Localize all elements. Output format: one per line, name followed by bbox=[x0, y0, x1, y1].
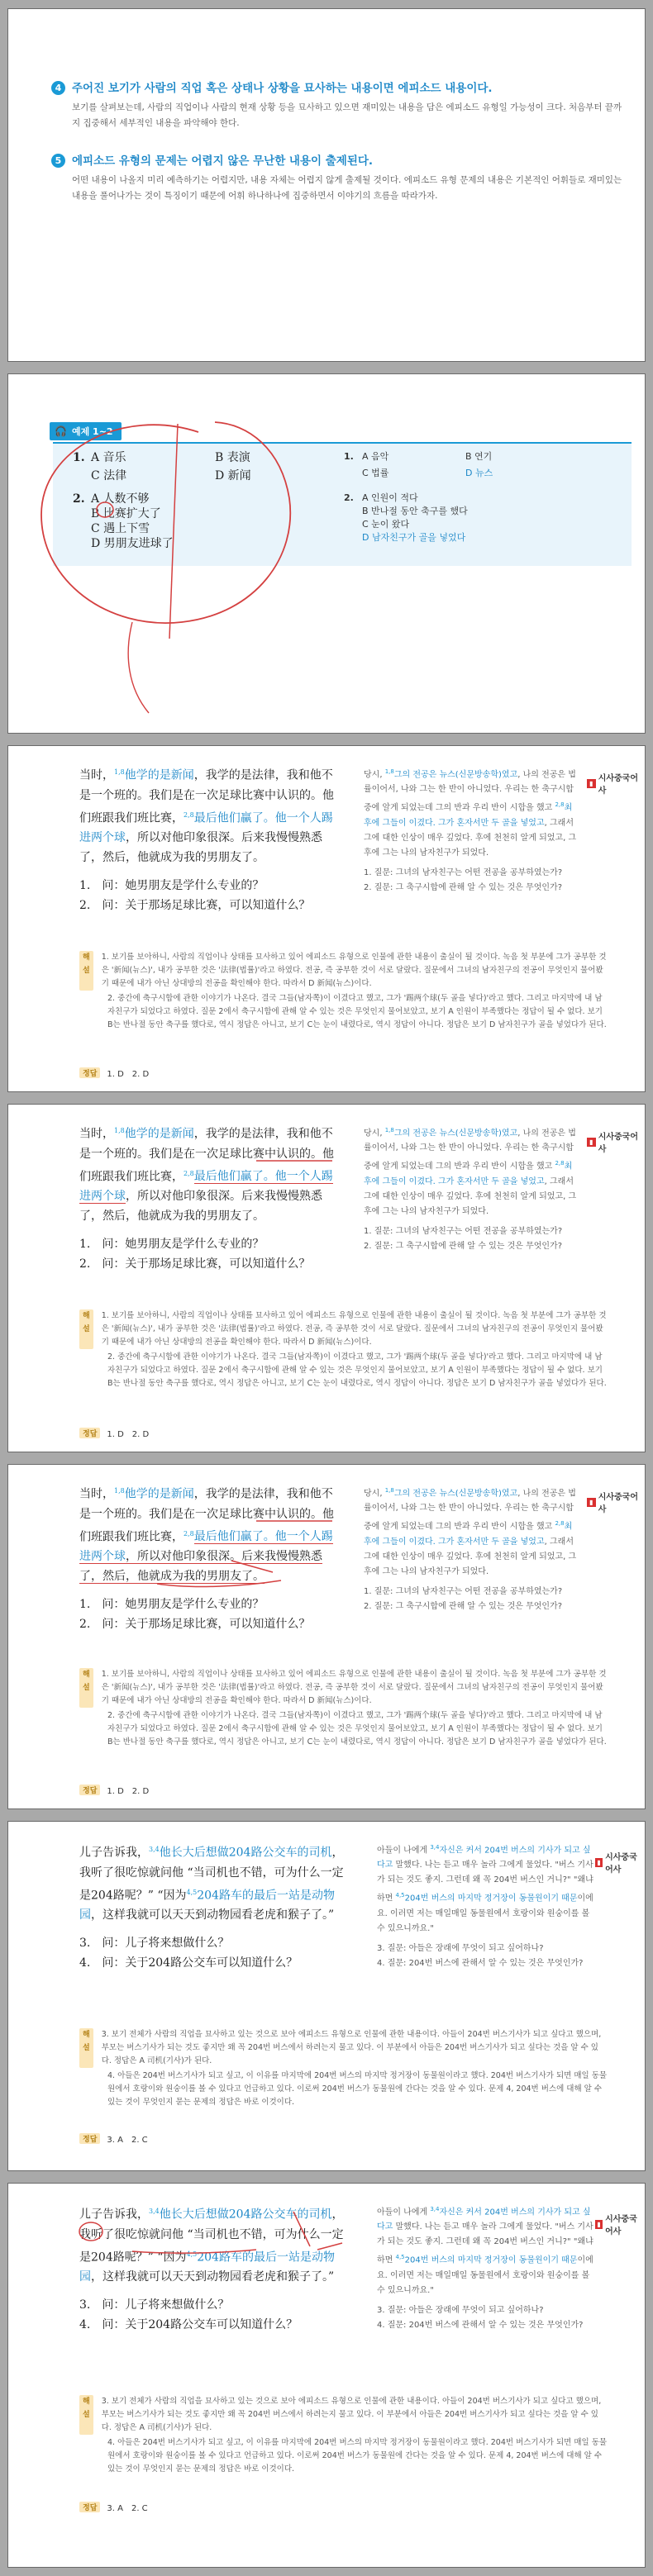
tip-number: 4 bbox=[51, 81, 65, 95]
option-a[interactable]: A 音乐 bbox=[91, 451, 126, 464]
trans-highlight: 자신은 커서 204번 버스의 기사가 되고 싶다고 bbox=[377, 2208, 591, 2232]
passage-highlight: 他学的是新闻 bbox=[124, 1127, 194, 1141]
trans-question-2: 2. 질문: 그 축구시합에 관해 알 수 있는 것은 무엇인가? bbox=[364, 1241, 563, 1251]
question-number: 1. bbox=[344, 451, 354, 462]
translation-text bbox=[364, 1123, 579, 1254]
question-number: 2. bbox=[73, 492, 85, 506]
passage-text bbox=[79, 1121, 339, 1274]
question-3: 3. 问：儿子将来想做什么？ bbox=[79, 2298, 230, 2312]
trans-question-1: 1. 질문: 그녀의 남자친구는 어떤 전공을 공부하였는가? bbox=[364, 867, 563, 877]
option-c[interactable]: C 法律 bbox=[91, 469, 127, 482]
passage-text bbox=[79, 1481, 339, 1634]
passage-segment: ，这样我就可以天天到动物园看老虎和猴子了。” bbox=[91, 2270, 335, 2284]
passage-segment: 当时， bbox=[79, 1487, 114, 1501]
answer-row bbox=[79, 1427, 149, 1439]
passage-text bbox=[79, 1840, 352, 1973]
option-d-correct: D 뉴스 bbox=[465, 468, 493, 478]
passage-segment: ，我学的是法律，我和他不是一个班的。我们是在一次足球比赛中认识的。他们班跟我们班比赛， bbox=[79, 1127, 334, 1184]
trans-highlight: 204번 버스의 마지막 정거장이 동물원이기 때문 bbox=[404, 1894, 578, 1903]
explanation-tag: 해설 bbox=[79, 2395, 93, 2435]
ref-mark: 2,8 bbox=[184, 1529, 194, 1538]
ref-mark: 1,8 bbox=[384, 768, 394, 775]
ref-mark: 3,4 bbox=[149, 2208, 160, 2215]
option-b[interactable]: B 比赛扩大了 bbox=[91, 507, 161, 520]
explanation-3: 3. 보기 전체가 사람의 직업을 묘사하고 있는 것으로 보아 에피소드 유형으로 인물에 관한 내용이다. 아들이 204번 버스기사가 되고 싶다고 했으며, 부모는 버스기사가 되는 것도 좋지만 왜 꼭 204번 버스에서 하려는지 물고 있다. 이 부분에서 아들은 204번 버스기사가 되고 싶다는 것을 알 수 있다. 정답은 A 司机(기사)가 된다. bbox=[101, 2030, 602, 2065]
trans-question-3: 3. 질문: 아들은 장래에 무엇이 되고 싶어하나? bbox=[377, 1943, 544, 1953]
passage-panel-2 bbox=[7, 1104, 646, 1452]
explanation-1: 1. 보기를 보아하니, 사람의 직업이나 상태를 묘사하고 있어 에피소드 유형으로 인물에 관한 내용이 출실이 될 것이다. 녹음 첫 부분에 그가 공부한 것은 '新闻(뉴스)', 내가 공부한 것은 '法律(법률)'라고 하였다. 전공, 즉 공부한 것이 서로 달랐다. 질문에서 그녀의 남자친구의 전공이 무엇인지 물어봤기 때문에 내가 아닌 상대방의 전공을 확인해야 한다. 따라서 D 新闻(뉴스)이다. bbox=[101, 953, 607, 988]
trans-highlight: 그의 전공은 뉴스(신문방송학)였고 bbox=[393, 1489, 518, 1499]
passage-segment: ，所以对他印象很深。后来我慢慢熟悉了，然后，他就成为我的男朋友了。 bbox=[79, 1190, 322, 1224]
option-a: A 음악 bbox=[362, 451, 389, 462]
publisher-logo-icon: ▮ bbox=[587, 1138, 596, 1147]
publisher-badge bbox=[587, 1129, 645, 1154]
ref-mark: 1,8 bbox=[384, 1487, 394, 1494]
passage-questions bbox=[79, 2295, 352, 2335]
explanation-2: 2. 중간에 축구시합에 관한 이야기가 나온다. 결국 그들(남자쪽)이 이겼다고 했고, 그가 '踢两个球(두 골을 넣다)'라고 했다. 그리고 마지막에 내 남자친구가 되었다고 하였다. 질문 2에서 축구시합에 관해 알 수 있는 것은 무엇인지 물어보았고, 보기 A 인원이 부족했다는 정답이 될 수 없다. 보기 B는 반나절 동안 축구를 했다로, 역시 정답은 아니고, 보기 C는 눈이 내렸다로, 역시 정답이 아니다. 정답은 보기 D 남자친구가 골을 넣었다가 된다. bbox=[107, 1711, 607, 1747]
explanation bbox=[79, 2028, 608, 2109]
explanation-tag: 해설 bbox=[79, 951, 93, 991]
trans-segment: , 그래서 그에 대한 인상이 매우 깊었다. 후에 천천히 알게 되었고, 그후에 그는 나의 남자친구가 되었다. bbox=[364, 1537, 577, 1576]
ref-mark: 2,8 bbox=[555, 801, 565, 809]
publisher-badge bbox=[587, 1490, 645, 1514]
trans-segment: 아들이 나에게 bbox=[377, 2208, 431, 2217]
answer-row bbox=[79, 2132, 148, 2145]
option-d[interactable]: D 男朋友进球了 bbox=[91, 537, 174, 550]
passage-panel-3 bbox=[7, 1464, 646, 1809]
trans-question-1: 1. 질문: 그녀의 남자친구는 어떤 전공을 공부하였는가? bbox=[364, 1586, 563, 1596]
example-label bbox=[50, 422, 122, 440]
passage-highlight: 204路车的最后一站是动物园 bbox=[79, 1889, 335, 1922]
publisher-logo-icon: ▮ bbox=[595, 2220, 603, 2229]
answer-row bbox=[79, 1067, 149, 1079]
answer-tag: 정답 bbox=[79, 2133, 100, 2144]
passage-segment: 儿子告诉我， bbox=[79, 2208, 149, 2222]
explanation-4: 4. 아들은 204번 버스기사가 되고 싶고, 이 이유를 마지막에 204번 버스의 마지막 정거장이 동물원이라고 했다. 204번 버스기사가 되면 매일 동물원에서 호랑이와 원숭이를 볼 수 있다고 언급하고 있다. 이로써 204번 버스가 동물원에 간다는 것을 알 수 있다. 문제 4, 204번 버스에 대해 알 수 있는 것이 무엇인지 묻는 문제의 정답은 바로 이것이다. bbox=[107, 2438, 608, 2474]
explanation-1: 1. 보기를 보아하니, 사람의 직업이나 상태를 묘사하고 있어 에피소드 유형으로 인물에 관한 내용이 출실이 될 것이다. 녹음 첫 부분에 그가 공부한 것은 '新闻(뉴스)', 내가 공부한 것은 '法律(법률)'라고 하였다. 전공, 즉 공부한 것이 서로 달랐다. 질문에서 그녀의 남자친구의 전공이 무엇인지 물어봤기 때문에 내가 아닌 상대방의 전공을 확인해야 한다. 따라서 D 新闻(뉴스)이다. bbox=[101, 1311, 607, 1347]
answer-text: 1. D 2. D bbox=[107, 1070, 150, 1079]
passage-segment: ，这样我就可以天天到动物园看老虎和猴子了。” bbox=[91, 1908, 335, 1922]
option-b: B 반나절 동안 축구를 했다 bbox=[362, 506, 468, 516]
question-1: 1. 问：她男朋友是学什么专业的？ bbox=[79, 1598, 265, 1612]
ref-mark: 4,5 bbox=[186, 2250, 198, 2258]
chinese-options bbox=[73, 450, 321, 556]
translation-text bbox=[377, 1840, 595, 1971]
ref-mark: 2,8 bbox=[184, 810, 194, 819]
publisher-logo-icon: ▮ bbox=[595, 1858, 603, 1867]
answer-tag: 정답 bbox=[79, 1785, 100, 1795]
question-2: 2. 问：关于那场足球比赛，可以知道什么？ bbox=[79, 899, 311, 913]
explanation bbox=[79, 1668, 608, 1749]
translation-2 bbox=[344, 492, 617, 544]
question-number: 2. bbox=[344, 492, 354, 503]
trans-segment: 아들이 나에게 bbox=[377, 1846, 431, 1856]
answer-row bbox=[79, 1784, 149, 1796]
trans-segment: 말했다. 나는 듣고 매우 놀라 그에게 물었다. "버스 기사가 되는 것도 좋지. 그런데 왜 꼭 204번 버스인 거니?" "왜냐하면 bbox=[377, 1861, 593, 1903]
question-4: 4. 问：关于204路公交车可以知道什么？ bbox=[79, 2318, 298, 2332]
publisher-name: 시사중국어사 bbox=[598, 1493, 638, 1514]
passage-text bbox=[79, 2202, 352, 2335]
publisher-logo-icon: ▮ bbox=[587, 1498, 596, 1507]
trans-segment: , 그래서 그에 대한 인상이 매우 깊었다. 후에 천천히 알게 되었고, 그후에 그는 나의 남자친구가 되었다. bbox=[364, 818, 577, 858]
publisher-name: 시사중국어사 bbox=[605, 2215, 637, 2236]
trans-segment: , 나의 전공은 법률이어서, 나와 그는 한 반이 아니었다. 우리는 한 축구시합 중에 알게 되었는데 그의 반과 우리 반이 시합을 했고 bbox=[364, 1129, 576, 1172]
tip-title: 에피소드 유형의 문제는 어렵지 않은 무난한 내용이 출제된다. bbox=[72, 154, 374, 168]
tip-item bbox=[51, 80, 630, 131]
tip-body: 보기를 살펴보는데, 사람의 직업이나 사람의 현재 상황 등을 묘사하고 있으면 재미있는 내용을 담은 에피소드 유형일 가능성이 크다. 처음부터 끝까지 집중해서 세부적인 내용을 파악해야 한다. bbox=[72, 102, 622, 128]
tips-list bbox=[51, 80, 630, 226]
explanation bbox=[79, 951, 608, 1032]
trans-highlight: 최후에 그들이 이겼다. 그가 혼자서만 두 골을 넣었고 bbox=[364, 1522, 573, 1547]
publisher-logo-icon: ▮ bbox=[587, 779, 596, 788]
passage-segment: ，所以对他印象很深。后来我慢慢熟悉了，然后，他就成为我的男朋友了。 bbox=[79, 831, 322, 865]
tip-title: 주어진 보기가 사람의 직업 혹은 상태나 상황을 묘사하는 내용이면 에피소드 내용이다. bbox=[72, 82, 493, 95]
explanation-3: 3. 보기 전체가 사람의 직업을 묘사하고 있는 것으로 보아 에피소드 유형으로 인물에 관한 내용이다. 아들이 204번 버스기사가 되고 싶다고 했으며, 부모는 버스기사가 되는 것도 좋지만 왜 꼭 204번 버스에서 하려는지 물고 있다. 이 부분에서 아들은 204번 버스기사가 되고 싶다는 것을 알 수 있다. 정답은 A 司机(기사)가 된다. bbox=[101, 2397, 602, 2432]
explanation bbox=[79, 2395, 608, 2476]
ref-mark: 1,8 bbox=[384, 1127, 394, 1134]
trans-question-3: 3. 질문: 아들은 장래에 무엇이 되고 싶어하나? bbox=[377, 2305, 544, 2315]
passage-questions bbox=[79, 1234, 339, 1274]
passage-questions bbox=[79, 1595, 339, 1634]
passage-highlight: 他长大后想做204路公交车的司机 bbox=[159, 1846, 332, 1860]
trans-question-4: 4. 질문: 204번 버스에 관해서 알 수 있는 것은 무엇인가? bbox=[377, 2320, 584, 2330]
answer-row bbox=[79, 2501, 148, 2513]
explanation-tag: 해설 bbox=[79, 2028, 93, 2068]
explanation-tag: 해설 bbox=[79, 1309, 93, 1349]
ref-mark: 1,8 bbox=[114, 1487, 125, 1495]
trans-question-4: 4. 질문: 204번 버스에 관해서 알 수 있는 것은 무엇인가? bbox=[377, 1958, 584, 1968]
tips-panel bbox=[7, 8, 646, 362]
translation-text bbox=[364, 1483, 579, 1614]
option-c[interactable]: C 遇上下雪 bbox=[91, 522, 150, 535]
ref-mark: 3,4 bbox=[430, 1844, 440, 1851]
passage-highlight: 他学的是新闻 bbox=[124, 768, 194, 782]
ref-mark: 1,8 bbox=[114, 1127, 125, 1134]
passage-segment: ，我学的是法律，我和他不是一个班的。我们是在一次足球比赛中认识的。他们班跟我们班比赛， bbox=[79, 1487, 334, 1544]
trans-segment: , 그래서 그에 대한 인상이 매우 깊었다. 후에 천천히 알게 되었고, 그후에 그는 나의 남자친구가 되었다. bbox=[364, 1176, 577, 1216]
question-number: 1. bbox=[73, 451, 85, 464]
trans-highlight: 204번 버스의 마지막 정거장이 동물원이기 때문 bbox=[404, 2255, 578, 2265]
trans-segment: 당시, bbox=[364, 1129, 385, 1138]
question-1-options bbox=[73, 450, 321, 483]
passage-segment: 当时， bbox=[79, 768, 114, 782]
explanation bbox=[79, 1309, 608, 1390]
publisher-name: 시사중국어사 bbox=[605, 1853, 637, 1875]
trans-highlight: 그의 전공은 뉴스(신문방송학)였고 bbox=[393, 770, 518, 780]
passage-highlight: 204路车的最后一站是动物园 bbox=[79, 2250, 335, 2284]
trans-highlight: 최후에 그들이 이겼다. 그가 혼자서만 두 골을 넣었고 bbox=[364, 803, 573, 828]
answer-tag: 정답 bbox=[79, 1428, 100, 1438]
publisher-name: 시사중국어사 bbox=[598, 1133, 638, 1154]
trans-question-2: 2. 질문: 그 축구시합에 관해 알 수 있는 것은 무엇인가? bbox=[364, 1601, 563, 1611]
passage-highlight: 他长大后想做204路公交车的司机 bbox=[159, 2208, 332, 2222]
publisher-badge bbox=[595, 1850, 645, 1875]
example-rule bbox=[53, 442, 632, 444]
explanation-tag: 해설 bbox=[79, 1668, 93, 1708]
option-a[interactable]: A 人数不够 bbox=[91, 492, 150, 506]
question-2-options bbox=[73, 492, 321, 551]
explanation-4: 4. 아들은 204번 버스기사가 되고 싶고, 이 이유를 마지막에 204번 버스의 마지막 정거장이 동물원이라고 했다. 204번 버스기사가 되면 매일 동물원에서 호랑이와 원숭이를 볼 수 있다고 언급하고 있다. 이로써 204번 버스가 동물원에 간다는 것을 알 수 있다. 문제 4, 204번 버스에 대해 알 수 있는 것이 무엇인지 묻는 문제의 정답은 바로 이것이다. bbox=[107, 2071, 608, 2107]
passage-segment: ，我学的是法律，我和他不是一个班的。我们是在一次足球比赛中认识的。他们班跟我们班比赛， bbox=[79, 768, 334, 825]
question-2: 2. 问：关于那场足球比赛，可以知道什么？ bbox=[79, 1257, 311, 1271]
trans-segment: 말했다. 나는 듣고 매우 놀라 그에게 물었다. "버스 기사가 되는 것도 좋지. 그런데 왜 꼭 204번 버스인 거니?" "왜냐하면 bbox=[377, 2222, 593, 2265]
headphones-icon: 🎧 bbox=[55, 425, 67, 437]
translation-1 bbox=[344, 450, 617, 480]
ref-mark: 2,8 bbox=[555, 1520, 565, 1528]
passage-segment: 当时， bbox=[79, 1127, 114, 1141]
korean-options bbox=[344, 450, 617, 549]
passage-highlight: 最后他们赢了。他一个人踢进两个球 bbox=[79, 811, 333, 845]
trans-question-2: 2. 질문: 그 축구시합에 관해 알 수 있는 것은 무엇인가? bbox=[364, 882, 563, 892]
passage-segment: ，我听了很吃惊就问他 “当司机也不错，可为什么一定是204路呢？” “因为 bbox=[79, 1846, 344, 1903]
passage-segment: ，我听了很吃惊就问他 “当司机也不错，可为什么一定是204路呢？” “因为 bbox=[79, 2208, 344, 2265]
trans-highlight: 최후에 그들이 이겼다. 그가 혼자서만 두 골을 넣었고 bbox=[364, 1162, 573, 1186]
ref-mark: 2,8 bbox=[184, 1169, 194, 1177]
tip-number: 5 bbox=[51, 154, 65, 168]
answer-tag: 정답 bbox=[79, 1067, 100, 1078]
trans-segment: 이에요. 이러면 저는 매일매일 동물원에서 호랑이와 원숭이를 볼 수 있으니까요." bbox=[377, 2255, 593, 2295]
answer-text: 3. A 2. C bbox=[107, 2136, 148, 2145]
passage-highlight: 他学的是新闻 bbox=[124, 1487, 194, 1501]
example-panel bbox=[7, 373, 646, 734]
translation-text bbox=[377, 2202, 595, 2333]
ref-mark: 1,8 bbox=[114, 768, 125, 776]
explanation-2: 2. 중간에 축구시합에 관한 이야기가 나온다. 결국 그들(남자쪽)이 이겼다고 했고, 그가 '踢两个球(두 골을 넣다)'라고 했다. 그리고 마지막에 내 남자친구가 되었다고 하였다. 질문 2에서 축구시합에 관해 알 수 있는 것은 무엇인지 물어보았고, 보기 A 인원이 부족했다는 정답이 될 수 없다. 보기 B는 반나절 동안 축구를 했다로, 역시 정답은 아니고, 보기 C는 눈이 내렸다로, 역시 정답이 아니다. 정답은 보기 D 남자친구가 골을 넣었다가 된다. bbox=[107, 994, 607, 1029]
answer-text: 3. A 2. C bbox=[107, 2504, 148, 2513]
ref-mark: 3,4 bbox=[149, 1846, 160, 1853]
trans-highlight: 그의 전공은 뉴스(신문방송학)였고 bbox=[393, 1129, 518, 1138]
ref-mark: 2,8 bbox=[555, 1160, 565, 1167]
option-a: A 인원이 적다 bbox=[362, 492, 418, 503]
answer-text: 1. D 2. D bbox=[107, 1430, 150, 1439]
option-c: C 눈이 왔다 bbox=[362, 519, 410, 530]
ref-mark: 4,5 bbox=[395, 2254, 405, 2261]
passage-panel-5 bbox=[7, 2183, 646, 2568]
question-2: 2. 问：关于那场足球比赛，可以知道什么？ bbox=[79, 1618, 311, 1632]
publisher-badge bbox=[595, 2212, 645, 2236]
ref-mark: 3,4 bbox=[430, 2206, 440, 2212]
publisher-badge bbox=[587, 771, 645, 796]
trans-segment: 이에요. 이러면 저는 매일매일 동물원에서 호랑이와 원숭이를 볼 수 있으니까요." bbox=[377, 1894, 593, 1933]
option-b: B 연기 bbox=[465, 451, 493, 462]
answer-text: 1. D 2. D bbox=[107, 1787, 150, 1796]
option-b[interactable]: B 表演 bbox=[215, 451, 250, 464]
passage-segment: 儿子告诉我， bbox=[79, 1846, 149, 1860]
passage-panel-4 bbox=[7, 1821, 646, 2171]
ref-mark: 4,5 bbox=[395, 1892, 405, 1899]
passage-questions bbox=[79, 876, 339, 915]
passage-text bbox=[79, 763, 339, 915]
explanation-2: 2. 중간에 축구시합에 관한 이야기가 나온다. 결국 그들(남자쪽)이 이겼다고 했고, 그가 '踢两个球(두 골을 넣다)'라고 했다. 그리고 마지막에 내 남자친구가 되었다고 하였다. 질문 2에서 축구시합에 관해 알 수 있는 것은 무엇인지 물어보았고, 보기 A 인원이 부족했다는 정답이 될 수 없다. 보기 B는 반나절 동안 축구를 했다로, 역시 정답은 아니고, 보기 C는 눈이 내렸다로, 역시 정답이 아니다. 정답은 보기 D 남자친구가 골을 넣었다가 된다. bbox=[107, 1352, 607, 1388]
trans-segment: 당시, bbox=[364, 770, 385, 780]
trans-question-1: 1. 질문: 그녀의 남자친구는 어떤 전공을 공부하였는가? bbox=[364, 1226, 563, 1236]
tip-body: 어떤 내용이 나올지 미리 예측하기는 어렵지만, 내용 자체는 어렵지 않게 출제될 것이다. 에피소드 유형 문제의 내용은 기본적인 어휘들로 재미있는 내용을 풀어나가는 것이 특징이기 때문에 어휘 하나하나에 집중하면서 이야기의 흐름을 따라가자. bbox=[72, 175, 622, 201]
publisher-name: 시사중국어사 bbox=[598, 774, 638, 796]
tip-item bbox=[51, 153, 630, 204]
passage-segment: ，所以对他印象很深。后来我慢慢熟悉了，然后，他就成为我的男朋友了。 bbox=[79, 1550, 322, 1584]
question-1: 1. 问：她男朋友是学什么专业的？ bbox=[79, 1238, 265, 1252]
passage-highlight: 最后他们赢了。他一个人踢进两个球 bbox=[79, 1530, 333, 1564]
option-d-correct: D 남자친구가 골을 넣었다 bbox=[362, 532, 466, 543]
question-4: 4. 问：关于204路公交车可以知道什么？ bbox=[79, 1956, 298, 1970]
trans-segment: , 나의 전공은 법률이어서, 나와 그는 한 반이 아니었다. 우리는 한 축구시합 중에 알게 되었는데 그의 반과 우리 반이 시합을 했고 bbox=[364, 1489, 576, 1532]
trans-segment: 당시, bbox=[364, 1489, 385, 1499]
trans-segment: , 나의 전공은 법률이어서, 나와 그는 한 반이 아니었다. 우리는 한 축구시합 중에 알게 되었는데 그의 반과 우리 반이 시합을 했고 bbox=[364, 770, 576, 813]
answer-tag: 정답 bbox=[79, 2502, 100, 2512]
passage-highlight: 最后他们赢了。他一个人踢进两个球 bbox=[79, 1170, 333, 1204]
example-label-text: 예제 1~2 bbox=[71, 426, 113, 437]
passage-questions bbox=[79, 1933, 352, 1973]
option-c: C 법률 bbox=[362, 468, 389, 478]
option-d[interactable]: D 新闻 bbox=[215, 469, 251, 482]
passage-panel-1 bbox=[7, 745, 646, 1092]
ref-mark: 4,5 bbox=[186, 1888, 198, 1896]
translation-text bbox=[364, 764, 579, 896]
question-3: 3. 问：儿子将来想做什么？ bbox=[79, 1937, 230, 1951]
trans-highlight: 자신은 커서 204번 버스의 기사가 되고 싶다고 bbox=[377, 1846, 591, 1870]
question-1: 1. 问：她男朋友是学什么专业的？ bbox=[79, 879, 265, 893]
explanation-1: 1. 보기를 보아하니, 사람의 직업이나 상태를 묘사하고 있어 에피소드 유형으로 인물에 관한 내용이 출실이 될 것이다. 녹음 첫 부분에 그가 공부한 것은 '新闻(뉴스)', 내가 공부한 것은 '法律(법률)'라고 하였다. 전공, 즉 공부한 것이 서로 달랐다. 질문에서 그녀의 남자친구의 전공이 무엇인지 물어봤기 때문에 내가 아닌 상대방의 전공을 확인해야 한다. 따라서 D 新闻(뉴스)이다. bbox=[101, 1670, 607, 1705]
